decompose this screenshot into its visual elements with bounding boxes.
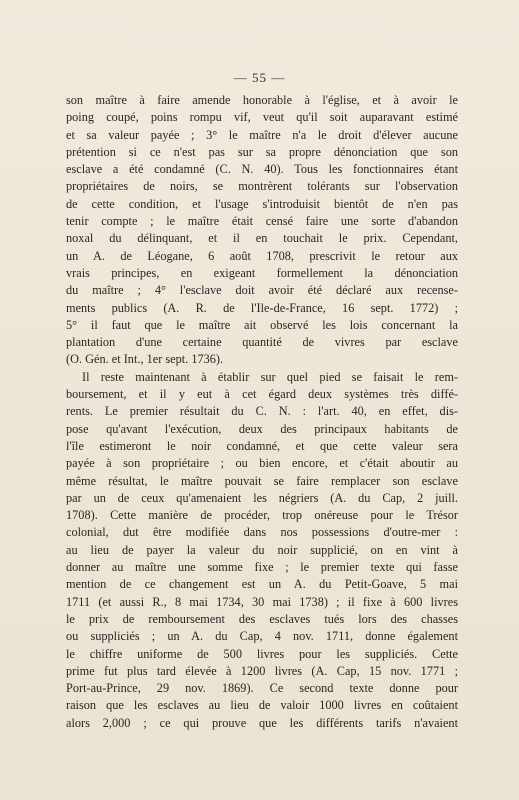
text-line: l'île estimeront le noir condamné, et que cette valeur sera [66, 438, 458, 453]
text-line: ou suppliciés ; un A. du Cap, 4 nov. 1711, donne également [66, 629, 458, 644]
text-line: payée à son propriétaire ; ou bien encore, et c'était aboutir au [66, 456, 458, 471]
text-line: donner au maître une somme fixe ; le premier texte qui fasse [66, 560, 458, 575]
text-line: par un de ceux qu'amenaient les négriers (A. du Cap, 2 juill. [66, 490, 458, 505]
text-line: un A. de Léogane, 6 août 1708, prescrivit le retour aux [66, 248, 458, 263]
text-line: de cette condition, et l'usage s'introduisit bientôt de n'en pas [66, 196, 458, 211]
text-line: et sa valeur payée ; 3° le maître n'a le droit d'élever aucune [66, 127, 458, 142]
text-line: 5° il faut que le maître ait observé les lois concernant la [66, 317, 458, 332]
text-line: (O. Gén. et Int., 1er sept. 1736). [66, 352, 224, 367]
body-text [66, 92, 458, 732]
text-line: 1711 (et aussi R., 8 mai 1734, 30 mai 1738) ; il fixe à 600 livres [66, 594, 458, 609]
paragraph-1 [66, 92, 458, 369]
text-line: rents. Le premier résultait du C. N. : l'art. 40, en effet, dis- [66, 404, 458, 419]
text-line: le prix de remboursement des esclaves tués lors des chasses [66, 611, 458, 626]
text-line: raison que les esclaves au lieu de valoir 1000 livres en coûtaient [66, 698, 458, 713]
text-line: prétention si ce n'est pas sur sa propre dénonciation que son [66, 144, 458, 159]
text-line: esclave a été condamné (C. N. 40). Tous les fonctionnaires étant [66, 162, 458, 177]
text-line: Port-au-Prince, 29 nov. 1869). Ce second texte donne pour [66, 681, 458, 696]
text-line: pose qu'avant l'exécution, deux des principaux habitants de [66, 421, 458, 436]
text-line: boursement, et il y eut à cet égard deux systèmes très diffé- [66, 387, 458, 402]
text-line: 1708). Cette manière de procéder, trop onéreuse pour le Trésor [66, 508, 458, 523]
text-line: du maître ; 4° l'esclave doit avoir été déclaré aux recense- [66, 283, 458, 298]
text-line: même résultat, le maître pouvait se faire remplacer son esclave [66, 473, 458, 488]
text-line: noxal du délinquant, et il en touchait le prix. Cependant, [66, 231, 458, 246]
text-line: au lieu de payer la valeur du noir supplicié, on en vint à [66, 542, 458, 557]
text-line: prime fut plus tard élevée à 1200 livres (A. Cap, 15 nov. 1771 ; [66, 663, 458, 678]
text-line: colonial, dut être modifiée dans nos possessions d'outre-mer : [66, 525, 458, 540]
text-line: propriétaires de noirs, se montrèrent tolérants sur l'observation [66, 179, 458, 194]
text-line: le chiffre uniforme de 500 livres pour les suppliciés. Cette [66, 646, 458, 661]
text-line: ments publics (A. R. de l'Ile-de-France, 16 sept. 1772) ; [66, 300, 458, 315]
text-line: Il reste maintenant à établir sur quel pied se faisait le rem- [82, 369, 458, 384]
text-line: alors 2,000 ; ce qui prouve que les différents tarifs n'avaient [66, 715, 458, 730]
paragraph-2 [66, 369, 458, 732]
text-line: plantation d'une certaine quantité de vivres par esclave [66, 335, 458, 350]
text-line: tenir compte ; le maître était censé faire une sorte d'abandon [66, 214, 458, 229]
page-number: — 55 — [233, 70, 286, 85]
text-line: son maître à faire amende honorable à l'église, et à avoir le [66, 93, 458, 107]
text-line: poing coupé, poins rompu vif, veut qu'il soit auparavant estimé [66, 110, 458, 125]
text-line: vrais principes, en exigeant formellement la dénonciation [66, 265, 458, 280]
text-line: mention de ce changement est un A. du Petit-Goave, 5 mai [66, 577, 458, 592]
